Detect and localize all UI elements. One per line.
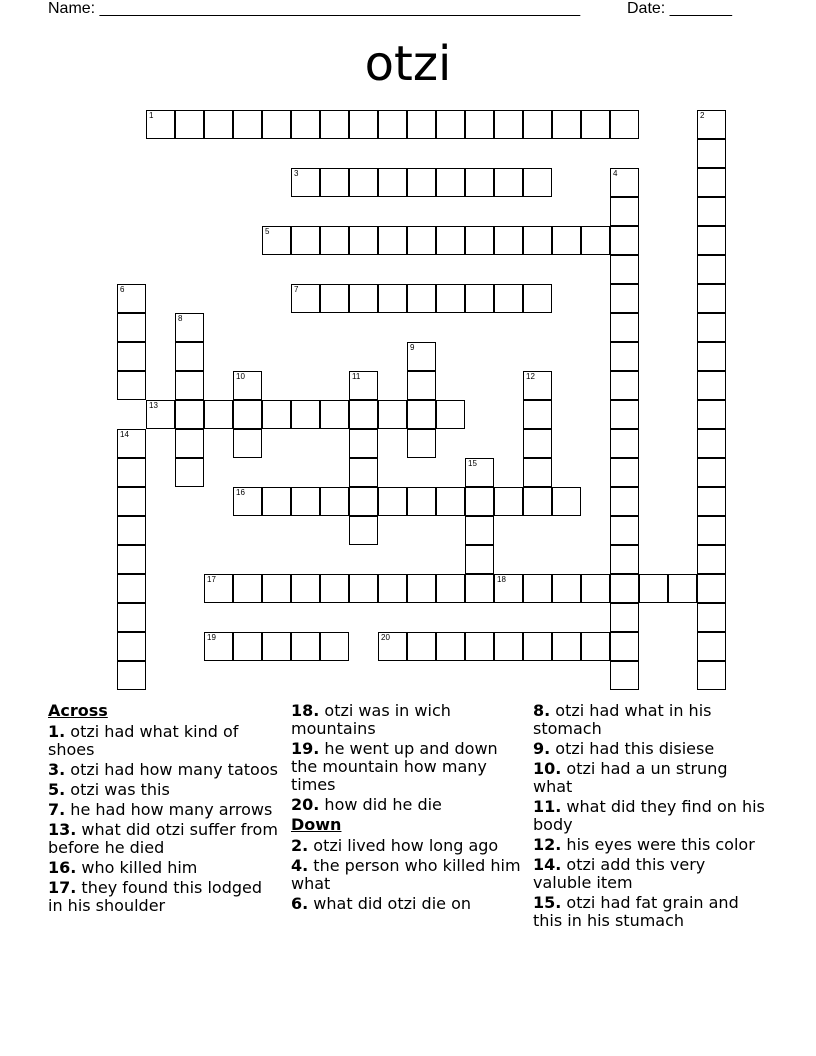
crossword-cell[interactable]	[697, 342, 726, 371]
crossword-cell[interactable]	[233, 371, 262, 400]
clue-item	[533, 894, 765, 930]
crossword-cell[interactable]	[349, 487, 378, 516]
clue-text: otzi was in wich mountains	[291, 701, 451, 738]
crossword-cell[interactable]	[610, 284, 639, 313]
crossword-cell[interactable]	[523, 429, 552, 458]
crossword-cell[interactable]	[291, 400, 320, 429]
crossword-cell[interactable]	[697, 516, 726, 545]
crossword-cell[interactable]	[117, 661, 146, 690]
clue-item	[291, 857, 523, 893]
crossword-cell[interactable]	[697, 574, 726, 603]
clue-number: 20.	[291, 795, 320, 814]
crossword-cell[interactable]	[117, 284, 146, 313]
crossword-cell[interactable]	[610, 342, 639, 371]
cell-number: 18	[497, 575, 506, 584]
clue-text: his eyes were this color	[561, 835, 755, 854]
crossword-cell[interactable]	[291, 284, 320, 313]
clue-number: 5.	[48, 780, 66, 799]
crossword-cell[interactable]	[175, 429, 204, 458]
crossword-cell[interactable]	[117, 516, 146, 545]
crossword-cell[interactable]	[117, 574, 146, 603]
crossword-cell[interactable]	[320, 284, 349, 313]
crossword-cell[interactable]	[581, 574, 610, 603]
clue-text: how did he die	[319, 795, 442, 814]
crossword-cell[interactable]	[465, 168, 494, 197]
crossword-cell[interactable]	[204, 574, 233, 603]
crossword-cell[interactable]	[465, 226, 494, 255]
crossword-cell[interactable]	[349, 168, 378, 197]
clue-number: 2.	[291, 836, 309, 855]
crossword-cell[interactable]	[436, 226, 465, 255]
crossword-cell[interactable]	[581, 110, 610, 139]
crossword-cell[interactable]	[610, 516, 639, 545]
crossword-cell[interactable]	[407, 226, 436, 255]
cell-number: 5	[265, 227, 270, 236]
clue-item	[48, 781, 280, 799]
crossword-cell[interactable]	[117, 342, 146, 371]
crossword-cell[interactable]	[291, 110, 320, 139]
crossword-cell[interactable]	[378, 400, 407, 429]
crossword-cell[interactable]	[117, 632, 146, 661]
clue-text: otzi had a un strung what	[533, 759, 728, 796]
crossword-cell[interactable]	[523, 168, 552, 197]
crossword-cell[interactable]	[117, 429, 146, 458]
crossword-cell[interactable]	[262, 226, 291, 255]
crossword-cell[interactable]	[407, 574, 436, 603]
cell-number: 4	[613, 169, 618, 178]
crossword-cell[interactable]	[436, 487, 465, 516]
clue-text: otzi lived how long ago	[308, 836, 499, 855]
crossword-cell[interactable]	[233, 429, 262, 458]
puzzle-title: otzi	[364, 36, 452, 92]
crossword-cell[interactable]	[552, 226, 581, 255]
crossword-cell[interactable]	[349, 110, 378, 139]
crossword-cell[interactable]	[610, 429, 639, 458]
crossword-cell[interactable]	[697, 400, 726, 429]
crossword-cell[interactable]	[494, 487, 523, 516]
cell-number: 20	[381, 633, 390, 642]
crossword-cell[interactable]	[175, 458, 204, 487]
crossword-cell[interactable]	[291, 226, 320, 255]
crossword-cell[interactable]	[523, 371, 552, 400]
crossword-cell[interactable]	[233, 110, 262, 139]
clue-text: otzi had this disiese	[550, 739, 715, 758]
across-heading: Across	[48, 701, 108, 720]
cell-number: 11	[352, 372, 361, 381]
clue-item	[48, 859, 280, 877]
crossword-cell[interactable]	[320, 574, 349, 603]
crossword-cell[interactable]	[117, 603, 146, 632]
crossword-cell[interactable]	[697, 110, 726, 139]
crossword-cell[interactable]	[523, 226, 552, 255]
crossword-cell[interactable]	[697, 168, 726, 197]
crossword-cell[interactable]	[697, 139, 726, 168]
crossword-cell[interactable]	[552, 574, 581, 603]
crossword-cell[interactable]	[697, 603, 726, 632]
clue-number: 12.	[533, 835, 562, 854]
clue-text: what did otzi suffer from before he died	[48, 820, 278, 857]
clue-text: the person who killed him what	[291, 856, 521, 893]
clue-column-3	[533, 702, 765, 932]
crossword-cell[interactable]	[697, 371, 726, 400]
clue-number: 6.	[291, 894, 309, 913]
cell-number: 1	[149, 111, 154, 120]
crossword-cell[interactable]	[349, 226, 378, 255]
clue-text: what did otzi die on	[308, 894, 471, 913]
crossword-cell[interactable]	[465, 284, 494, 313]
clue-number: 19.	[291, 739, 320, 758]
crossword-cell[interactable]	[407, 632, 436, 661]
clue-number: 11.	[533, 797, 562, 816]
crossword-cell[interactable]	[349, 574, 378, 603]
clue-number: 18.	[291, 701, 320, 720]
clue-text: what did they find on his body	[533, 797, 765, 834]
cell-number: 7	[294, 285, 299, 294]
crossword-cell[interactable]	[610, 487, 639, 516]
crossword-cell[interactable]	[175, 342, 204, 371]
clue-text: they found this lodged in his shoulder	[48, 878, 263, 915]
clue-text: he went up and down the mountain how many times	[291, 739, 498, 794]
crossword-cell[interactable]	[581, 632, 610, 661]
crossword-cell[interactable]	[233, 632, 262, 661]
clue-column-1	[48, 702, 280, 917]
crossword-cell[interactable]	[610, 661, 639, 690]
crossword-cell[interactable]	[465, 632, 494, 661]
crossword-cell[interactable]	[378, 284, 407, 313]
clue-text: otzi add this very valuble item	[533, 855, 706, 892]
clue-number: 15.	[533, 893, 562, 912]
crossword-cell[interactable]	[117, 313, 146, 342]
crossword-cell[interactable]	[610, 603, 639, 632]
crossword-cell[interactable]	[349, 429, 378, 458]
cell-number: 9	[410, 343, 415, 352]
crossword-cell[interactable]	[378, 168, 407, 197]
crossword-cell[interactable]	[610, 458, 639, 487]
crossword-cell[interactable]	[436, 400, 465, 429]
crossword-cell[interactable]	[494, 226, 523, 255]
crossword-cell[interactable]	[233, 487, 262, 516]
crossword-cell[interactable]	[349, 516, 378, 545]
crossword-cell[interactable]	[436, 284, 465, 313]
crossword-cell[interactable]	[697, 545, 726, 574]
crossword-cell[interactable]	[552, 487, 581, 516]
clue-text: who killed him	[76, 858, 198, 877]
crossword-cell[interactable]	[204, 400, 233, 429]
clue-text: he had how many arrows	[65, 800, 273, 819]
crossword-cell[interactable]	[494, 168, 523, 197]
crossword-cell[interactable]	[523, 487, 552, 516]
crossword-cell[interactable]	[465, 545, 494, 574]
crossword-cell[interactable]	[465, 516, 494, 545]
clue-item	[291, 702, 523, 738]
crossword-cell[interactable]	[610, 313, 639, 342]
cell-number: 2	[700, 111, 705, 120]
crossword-cell[interactable]	[378, 574, 407, 603]
crossword-cell[interactable]	[697, 661, 726, 690]
crossword-cell[interactable]	[436, 168, 465, 197]
crossword-cell[interactable]	[697, 255, 726, 284]
cell-number: 14	[120, 430, 129, 439]
crossword-cell[interactable]	[523, 400, 552, 429]
crossword-cell[interactable]	[523, 458, 552, 487]
crossword-cell[interactable]	[233, 400, 262, 429]
crossword-cell[interactable]	[465, 574, 494, 603]
cell-number: 6	[120, 285, 125, 294]
crossword-cell[interactable]	[697, 226, 726, 255]
clue-number: 8.	[533, 701, 551, 720]
clue-number: 4.	[291, 856, 309, 875]
crossword-cell[interactable]	[494, 110, 523, 139]
date-field-label: Date: _______	[627, 0, 732, 17]
clue-text: otzi had fat grain and this in his stumach	[533, 893, 739, 930]
clue-item	[291, 740, 523, 794]
clue-number: 9.	[533, 739, 551, 758]
crossword-cell[interactable]	[175, 110, 204, 139]
clue-text: otzi was this	[65, 780, 170, 799]
crossword-cell[interactable]	[204, 110, 233, 139]
crossword-cell[interactable]	[320, 632, 349, 661]
clue-item	[48, 821, 280, 857]
crossword-cell[interactable]	[407, 487, 436, 516]
crossword-cell[interactable]	[320, 168, 349, 197]
down-heading: Down	[291, 815, 342, 834]
crossword-cell[interactable]	[320, 110, 349, 139]
crossword-cell[interactable]	[523, 632, 552, 661]
clue-item	[48, 723, 280, 759]
crossword-cell[interactable]	[291, 168, 320, 197]
crossword-cell[interactable]	[494, 284, 523, 313]
clue-text: otzi had what kind of shoes	[48, 722, 239, 759]
crossword-cell[interactable]	[349, 371, 378, 400]
crossword-cell[interactable]	[291, 632, 320, 661]
crossword-cell[interactable]	[697, 429, 726, 458]
clue-number: 17.	[48, 878, 77, 897]
clue-item	[291, 796, 523, 814]
clue-item	[291, 895, 523, 913]
cell-number: 15	[468, 459, 477, 468]
crossword-cell[interactable]	[378, 632, 407, 661]
clue-number: 13.	[48, 820, 77, 839]
crossword-cell[interactable]	[668, 574, 697, 603]
crossword-cell[interactable]	[262, 400, 291, 429]
crossword-cell[interactable]	[697, 458, 726, 487]
crossword-cell[interactable]	[291, 487, 320, 516]
clue-item	[533, 856, 765, 892]
crossword-cell[interactable]	[262, 110, 291, 139]
crossword-cell[interactable]	[610, 632, 639, 661]
crossword-cell[interactable]	[610, 574, 639, 603]
clue-number: 1.	[48, 722, 66, 741]
crossword-cell[interactable]	[291, 574, 320, 603]
crossword-cell[interactable]	[378, 487, 407, 516]
crossword-cell[interactable]	[697, 284, 726, 313]
crossword-cell[interactable]	[610, 255, 639, 284]
cell-number: 10	[236, 372, 245, 381]
crossword-cell[interactable]	[349, 458, 378, 487]
crossword-cell[interactable]	[436, 632, 465, 661]
crossword-cell[interactable]	[610, 226, 639, 255]
crossword-cell[interactable]	[523, 574, 552, 603]
clue-item	[48, 761, 280, 779]
header	[48, 0, 768, 22]
crossword-cell[interactable]	[465, 458, 494, 487]
clue-column-2	[291, 702, 523, 915]
crossword-cell[interactable]	[639, 574, 668, 603]
crossword-cell[interactable]	[349, 284, 378, 313]
crossword-cell[interactable]	[610, 371, 639, 400]
clue-number: 7.	[48, 800, 66, 819]
crossword-cell[interactable]	[175, 313, 204, 342]
crossword-cell[interactable]	[697, 197, 726, 226]
crossword-cell[interactable]	[610, 400, 639, 429]
crossword-cell[interactable]	[378, 110, 407, 139]
crossword-cell[interactable]	[378, 226, 407, 255]
cell-number: 17	[207, 575, 216, 584]
cell-number: 19	[207, 633, 216, 642]
cell-number: 8	[178, 314, 183, 323]
crossword-cell[interactable]	[320, 487, 349, 516]
crossword-cell[interactable]	[407, 429, 436, 458]
crossword-cell[interactable]	[697, 632, 726, 661]
cell-number: 3	[294, 169, 299, 178]
crossword-cell[interactable]	[175, 371, 204, 400]
crossword-cell[interactable]	[610, 110, 639, 139]
crossword-cell[interactable]	[146, 110, 175, 139]
crossword-cell[interactable]	[523, 284, 552, 313]
clue-number: 14.	[533, 855, 562, 874]
crossword-cell[interactable]	[610, 168, 639, 197]
name-field-label: Name: ______________________________________________________	[48, 0, 581, 17]
crossword-cell[interactable]	[552, 632, 581, 661]
crossword-cell[interactable]	[407, 400, 436, 429]
cell-number: 12	[526, 372, 535, 381]
crossword-cell[interactable]	[494, 632, 523, 661]
clue-text: otzi had what in his stomach	[533, 701, 712, 738]
crossword-cell[interactable]	[233, 574, 262, 603]
crossword-cell[interactable]	[349, 400, 378, 429]
crossword-cell[interactable]	[581, 226, 610, 255]
crossword-cell[interactable]	[436, 110, 465, 139]
crossword-cell[interactable]	[407, 168, 436, 197]
clue-number: 3.	[48, 760, 66, 779]
clue-number: 16.	[48, 858, 77, 877]
clue-item	[533, 702, 765, 738]
crossword-cell[interactable]	[465, 110, 494, 139]
clue-item	[533, 740, 765, 758]
crossword-cell[interactable]	[552, 110, 581, 139]
clue-item	[291, 837, 523, 855]
crossword-cell[interactable]	[407, 342, 436, 371]
crossword-cell[interactable]	[262, 487, 291, 516]
clue-item	[48, 879, 280, 915]
crossword-cell[interactable]	[407, 110, 436, 139]
clue-item	[48, 801, 280, 819]
clue-number: 10.	[533, 759, 562, 778]
crossword-cell[interactable]	[117, 545, 146, 574]
clue-item	[533, 760, 765, 796]
crossword-cell[interactable]	[146, 400, 175, 429]
crossword-cell[interactable]	[117, 371, 146, 400]
cell-number: 13	[149, 401, 158, 410]
clue-item	[533, 798, 765, 834]
crossword-cell[interactable]	[494, 574, 523, 603]
crossword-cell[interactable]	[697, 313, 726, 342]
crossword-cell[interactable]	[610, 545, 639, 574]
clue-text: otzi had how many tatoos	[65, 760, 278, 779]
crossword-cell[interactable]	[320, 226, 349, 255]
crossword-cell[interactable]	[117, 487, 146, 516]
clue-item	[533, 836, 765, 854]
crossword-cell[interactable]	[407, 284, 436, 313]
crossword-cell[interactable]	[436, 574, 465, 603]
crossword-cell[interactable]	[117, 458, 146, 487]
crossword-cell[interactable]	[697, 487, 726, 516]
crossword-cell[interactable]	[407, 371, 436, 400]
cell-number: 16	[236, 488, 245, 497]
crossword-cell[interactable]	[175, 400, 204, 429]
crossword-cell[interactable]	[262, 574, 291, 603]
crossword-cell[interactable]	[610, 197, 639, 226]
crossword-cell[interactable]	[320, 400, 349, 429]
crossword-cell[interactable]	[465, 487, 494, 516]
crossword-cell[interactable]	[262, 632, 291, 661]
crossword-cell[interactable]	[523, 110, 552, 139]
crossword-cell[interactable]	[204, 632, 233, 661]
